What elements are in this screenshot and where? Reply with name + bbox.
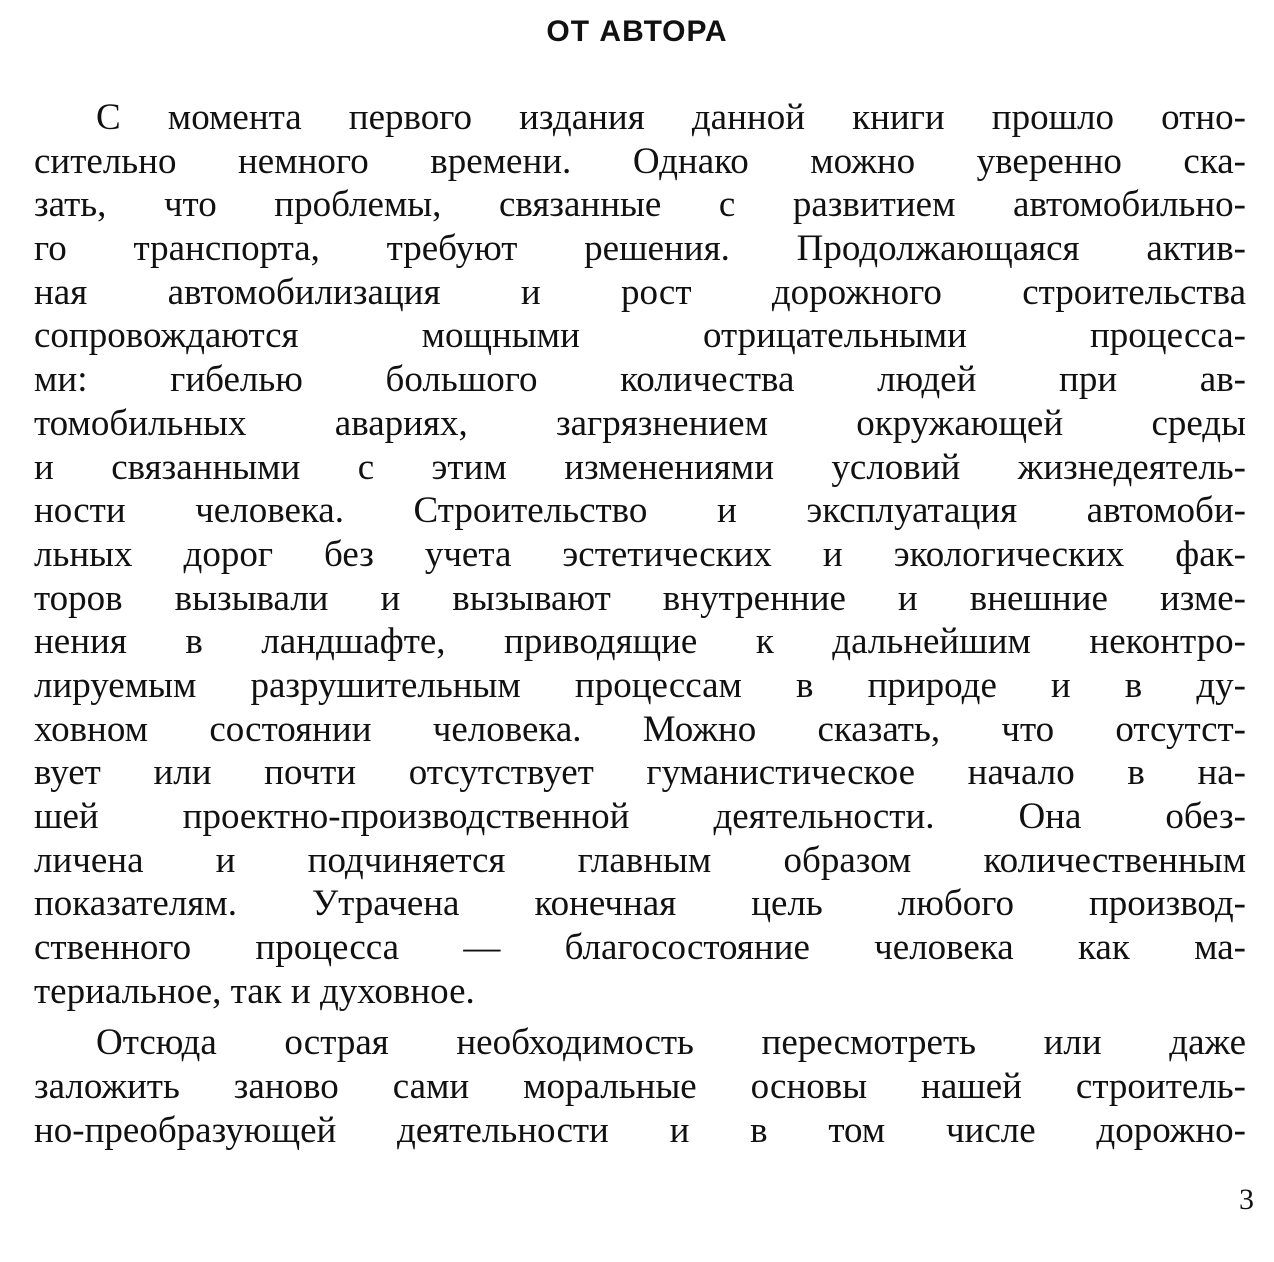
text-line: показателям. Утрачена конечная цель любого производ- bbox=[34, 883, 1246, 925]
text-line: лируемым разрушительным процессам в природе и в ду- bbox=[34, 664, 1246, 706]
page-heading: ОТ АВТОРА bbox=[546, 15, 728, 48]
text-line: томобильных авариях, загрязнением окружающей среды bbox=[34, 402, 1246, 444]
page-number: 3 bbox=[1239, 1183, 1254, 1216]
text-line: Отсюда острая необходимость пересмотреть или даже bbox=[96, 1022, 1246, 1064]
text-line: торов вызывали и вызывают внутренние и внешние изме- bbox=[34, 577, 1246, 619]
text-line: зать, что проблемы, связанные с развитием автомобильно- bbox=[34, 184, 1246, 226]
text-line: вует или почти отсутствует гуманистическое начало в на- bbox=[34, 752, 1246, 794]
paragraph-1 bbox=[34, 96, 1246, 1013]
text-line: но-преобразующей деятельности и в том числе дорожно- bbox=[34, 1109, 1246, 1151]
paragraph-spacer bbox=[34, 1013, 1246, 1021]
text-line: ственного процесса — благосостояние человека как ма- bbox=[34, 927, 1246, 969]
text-line: льных дорог без учета эстетических и экологических фак- bbox=[34, 533, 1246, 575]
text-line: нения в ландшафте, приводящие к дальнейшим неконтро- bbox=[34, 621, 1246, 663]
body-text bbox=[34, 96, 1246, 1153]
paragraph-2 bbox=[34, 1021, 1246, 1152]
text-line: личена и подчиняется главным образом количественным bbox=[34, 839, 1246, 881]
text-line: ная автомобилизация и рост дорожного строительства bbox=[34, 271, 1246, 313]
text-line: сительно немного времени. Однако можно уверенно ска- bbox=[34, 140, 1246, 182]
text-line: и связанными с этим изменениями условий жизнедеятель- bbox=[34, 446, 1246, 488]
text-line: сопровождаются мощными отрицательными процесса- bbox=[34, 315, 1246, 357]
text-line: заложить заново сами моральные основы нашей строитель- bbox=[34, 1066, 1246, 1108]
text-line: ности человека. Строительство и эксплуатация автомоби- bbox=[34, 490, 1246, 532]
text-line: териальное, так и духовное. bbox=[34, 970, 475, 1012]
text-line: ховном состоянии человека. Можно сказать, что отсутст- bbox=[34, 708, 1246, 750]
text-line: ми: гибелью большого количества людей при ав- bbox=[34, 359, 1246, 401]
text-line: шей проектно-производственной деятельности. Она обез- bbox=[34, 796, 1246, 837]
text-line: С момента первого издания данной книги прошло отно- bbox=[96, 97, 1246, 138]
text-line: го транспорта, требуют решения. Продолжающаяся актив- bbox=[34, 228, 1246, 270]
